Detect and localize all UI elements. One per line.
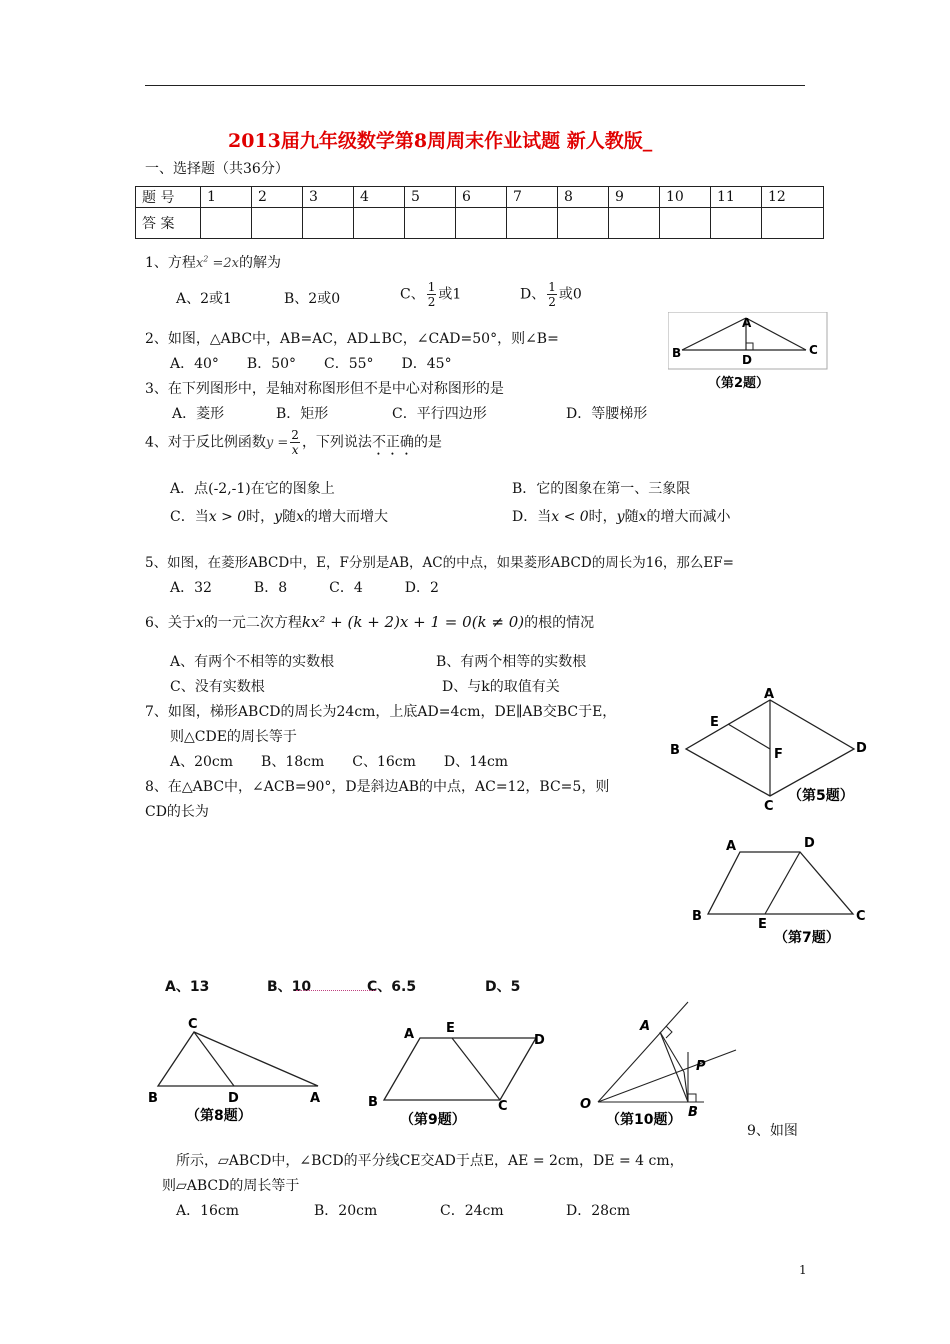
q1-option-a: A、2或1 <box>176 291 232 307</box>
fig8-label-c: C <box>188 1017 198 1032</box>
table-cell: 7 <box>507 187 558 208</box>
q4-option-c: C．当x > 0时，y随x的增大而增大 <box>170 509 388 525</box>
fig5-label-d: D <box>856 741 867 756</box>
question-5: 5、如图，在菱形ABCD中，E，F分别是AB，AC的中点，如果菱形ABCD的周长为16，那么EF= <box>145 555 734 571</box>
table-cell: 1 <box>201 187 252 208</box>
q1-option-b: B、2或0 <box>284 291 341 307</box>
q9-option-a: A．16cm <box>176 1203 240 1219</box>
table-cell: 5 <box>405 187 456 208</box>
q6-option-b: B、有两个相等的实数根 <box>436 654 587 670</box>
fig9-caption: （第9题） <box>400 1112 466 1128</box>
question-8-line1: 8、在△ABC中，∠ACB=90°，D是斜边AB的中点，AC=12，BC=5，则 <box>145 779 610 795</box>
fig9-label-b: B <box>368 1095 378 1110</box>
fig5-label-f: F <box>774 747 783 762</box>
fig7-caption: （第7题） <box>774 930 840 946</box>
table-cell: 8 <box>558 187 609 208</box>
q4-option-b: B．它的图象在第一、三象限 <box>512 481 691 497</box>
fig10-caption: （第10题） <box>606 1112 682 1128</box>
header-rule <box>145 85 805 86</box>
fig8-caption: （第8题） <box>186 1108 252 1122</box>
page-number: 1 <box>799 1263 807 1277</box>
table-cell: 9 <box>609 187 660 208</box>
fig5-caption: （第5题） <box>788 788 854 804</box>
table-cell: 2 <box>252 187 303 208</box>
question-7-line1: 7、如图，梯形ABCD的周长为24cm，上底AD=4cm，DE∥AB交BC于E， <box>145 704 617 720</box>
question-7-line2: 则△CDE的周长等于 <box>170 729 297 745</box>
q7-options: A、20cm B、18cm C、16cm D、14cm <box>170 754 509 770</box>
fig7-label-c: C <box>856 909 866 924</box>
fig5-label-a: A <box>764 687 775 702</box>
q5-options: A．32 B．8 C．4 D．2 <box>170 580 439 596</box>
q3-option-a: A．菱形 <box>172 406 225 422</box>
fig2-label-c: C <box>809 343 818 357</box>
fig8-label-a: A <box>310 1091 321 1106</box>
figure-9 <box>364 1016 554 1128</box>
question-3: 3、在下列图形中，是轴对称图形但不是中心对称图形的是 <box>145 381 504 397</box>
figure-8 <box>146 1012 336 1122</box>
fig8-label-d: D <box>228 1091 239 1106</box>
q6-option-a: A、有两个不相等的实数根 <box>170 654 335 670</box>
table-cell: 6 <box>456 187 507 208</box>
fig10-label-a: A <box>640 1019 651 1034</box>
fig2-caption: （第2题） <box>708 376 770 391</box>
fig10-label-o: O <box>580 1097 592 1112</box>
fig5-label-e: E <box>710 715 719 730</box>
figure-7 <box>688 830 878 950</box>
table-cell: 11 <box>711 187 762 208</box>
q3-option-d: D．等腰梯形 <box>566 406 648 422</box>
fig2-label-a: A <box>742 316 752 330</box>
fig5-label-b: B <box>670 743 680 758</box>
fig7-label-b: B <box>692 909 702 924</box>
figure-10 <box>576 992 746 1128</box>
question-1: 1、方程$x^2 =2x$的解为 <box>145 254 281 271</box>
q6-option-d: D、与k的取值有关 <box>442 679 560 695</box>
question-4: 4、对于反比例函数y = $\frac{2}{x}$ ，下列说法不正确的是 <box>145 428 442 457</box>
answer-table <box>135 186 824 239</box>
q8-option-c: C、6.5 <box>367 979 417 995</box>
section-heading: 一、选择题（共36分） <box>145 161 289 177</box>
table-cell: 12 <box>762 187 824 208</box>
q8-option-a: A、13 <box>165 979 210 995</box>
q8-option-b: B、10 <box>267 979 312 995</box>
fig7-label-d: D <box>804 836 815 851</box>
table-cell: 10 <box>660 187 711 208</box>
q8-option-d: D、5 <box>485 979 521 995</box>
fig10-label-p: P <box>696 1059 706 1074</box>
table-row-label: 答 案 <box>136 208 201 239</box>
fig2-label-b: B <box>672 346 682 360</box>
table-row-label: 题 号 <box>136 187 201 208</box>
q1-option-c: C、 $\frac{1}{2}$ 或1 <box>400 280 462 309</box>
fig10-label-b: B <box>688 1105 698 1120</box>
fig8-label-b: B <box>148 1091 158 1106</box>
q2-options: A．40° B．50° C．55° D．45° <box>170 356 452 372</box>
q3-option-b: B．矩形 <box>276 406 329 422</box>
figure-2 <box>668 312 828 394</box>
figure-5 <box>666 684 886 814</box>
fig7-label-a: A <box>726 839 737 854</box>
question-8-line2: CD的长为 <box>145 804 209 820</box>
question-9-line1: 所示，▱ABCD中，∠BCD的平分线CE交AD于点E，AE = 2cm，DE = 4 cm， <box>176 1153 684 1169</box>
dotted-underline <box>296 990 376 991</box>
q4-option-a: A．点(-2,-1)在它的图象上 <box>170 481 335 497</box>
question-6: 6、关于x的一元二次方程kx² + (k + 2)x + 1 = 0(k ≠ 0)的根的情况 <box>145 613 595 631</box>
q6-option-c: C、没有实数根 <box>170 679 265 695</box>
page-title: 2013届九年级数学第8周周末作业试题 新人教版_ <box>228 130 653 152</box>
q9-option-d: D．28cm <box>566 1203 631 1219</box>
fig7-label-e: E <box>758 917 767 932</box>
fig2-label-d: D <box>742 353 752 367</box>
fig9-label-e: E <box>446 1021 455 1036</box>
fig9-label-a: A <box>404 1027 415 1042</box>
q3-option-c: C．平行四边形 <box>392 406 487 422</box>
fig5-label-c: C <box>764 799 774 814</box>
table-cell: 3 <box>303 187 354 208</box>
fig9-label-d: D <box>534 1033 545 1048</box>
question-9-line2: 则▱ABCD的周长等于 <box>162 1178 300 1194</box>
q1-option-d: D、 $\frac{1}{2}$ 或0 <box>520 280 582 309</box>
q9-option-b: B．20cm <box>314 1203 378 1219</box>
q9-option-c: C．24cm <box>440 1203 504 1219</box>
table-cell: 4 <box>354 187 405 208</box>
question-9-lead: 9、如图 <box>747 1123 798 1139</box>
q4-option-d: D．当x < 0时，y随x的增大而减小 <box>512 509 731 525</box>
fig9-label-c: C <box>498 1099 508 1114</box>
question-2: 2、如图，△ABC中，AB=AC，AD⊥BC，∠CAD=50°，则∠B= <box>145 331 559 347</box>
